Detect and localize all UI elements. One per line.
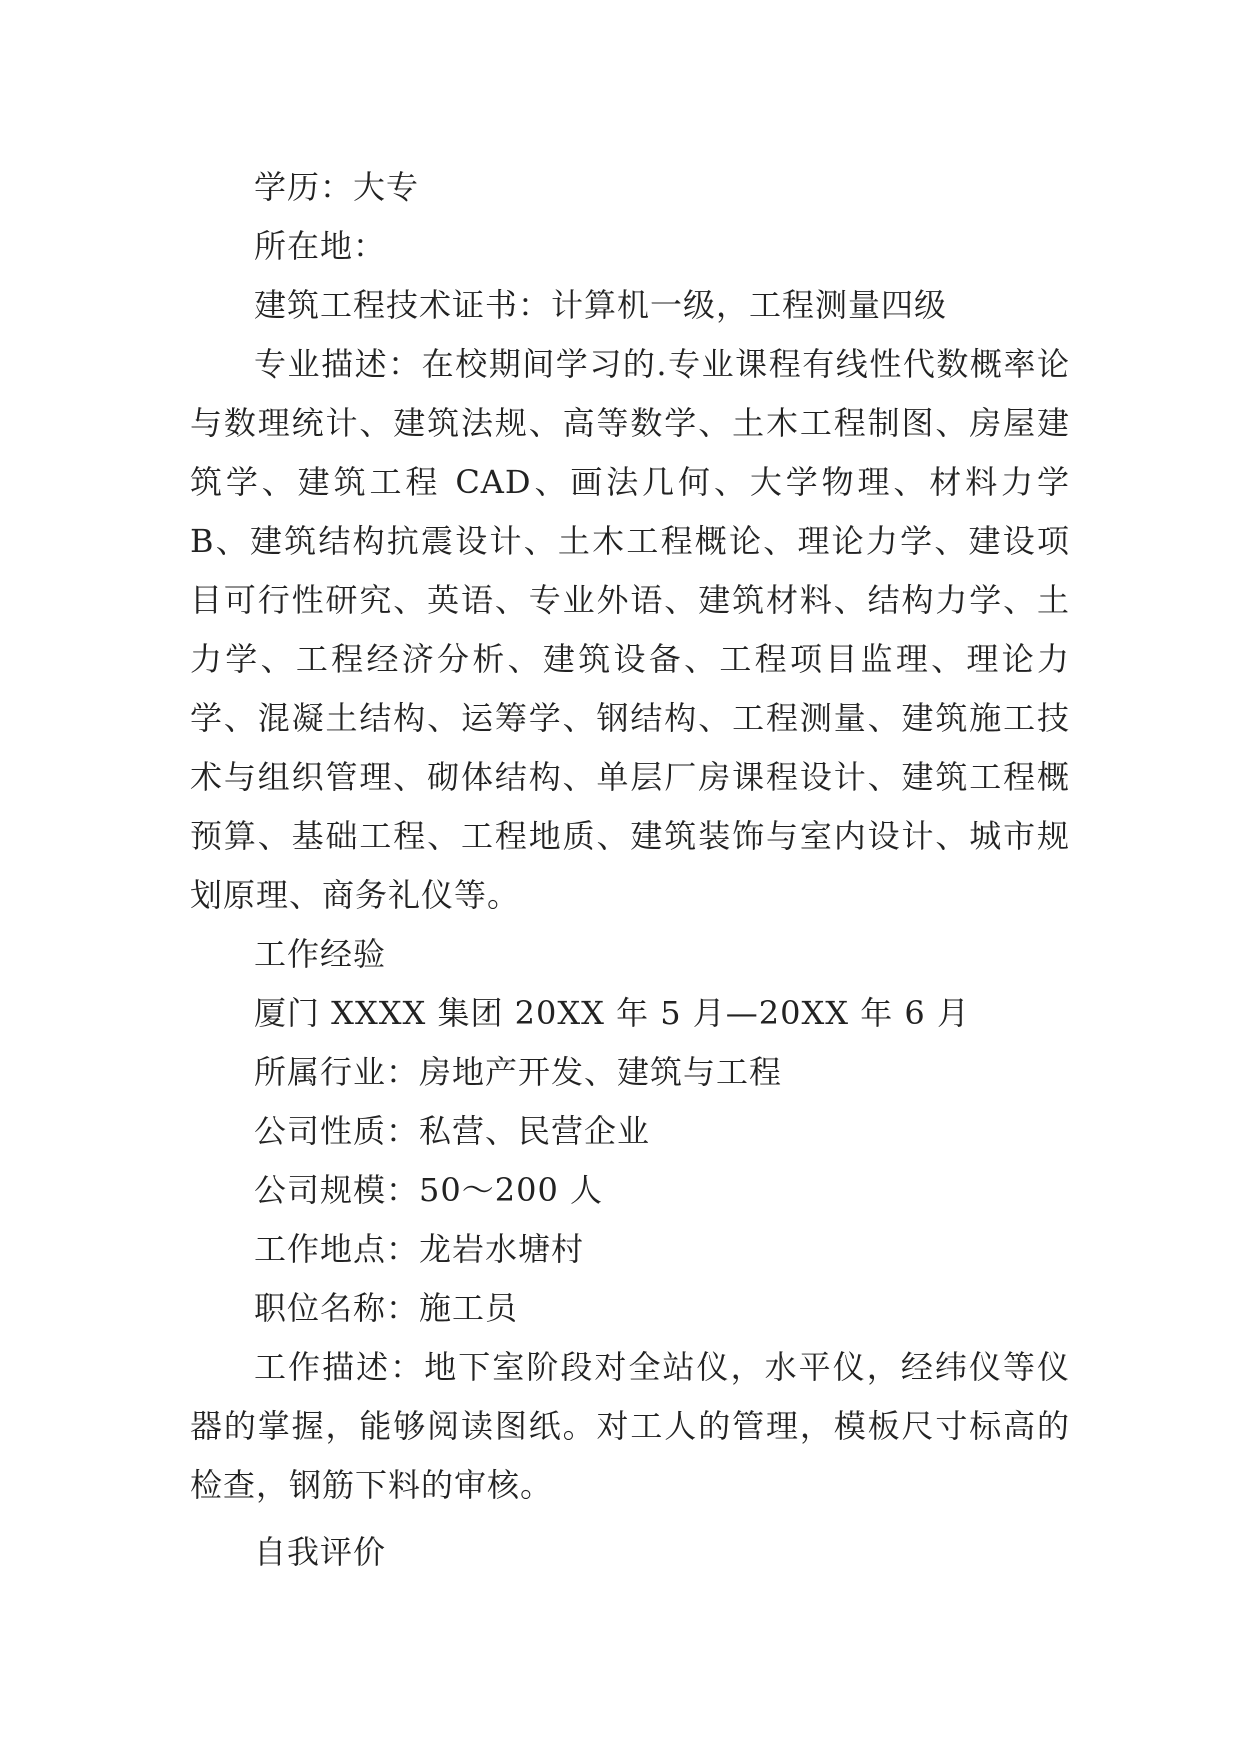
company-line: 厦门 XXXX 集团 20XX 年 5 月—20XX 年 6 月 [254, 994, 970, 1032]
industry-line: 所属行业：房地产开发、建筑与工程 [254, 1053, 783, 1091]
document-body [190, 158, 1070, 1582]
education-line: 学历：大专 [254, 168, 420, 206]
company-nature-line: 公司性质：私营、民营企业 [254, 1112, 651, 1150]
major-description-paragraph: 专业描述：在校期间学习的.专业课程有线性代数概率论与数理统计、建筑法规、高等数学、土木工程制图、房屋建筑学、建筑工程 CAD、画法几何、大学物理、材料力学 B、建筑结构抗震设计、土木工程概论、理论力学、建设项目可行性研究、英语、专业外语、建筑材料、结构力学、土力学、工程经济分析、建筑设备、工程项目监理、理论力学、混凝土结构、运筹学、钢结构、工程测量、建筑施工技术与组织管理、砌体结构、单层厂房课程设计、建筑工程概预算、基础工程、工程地质、建筑装饰与室内设计、城市规划原理、商务礼仪等。 [190, 345, 1070, 914]
self-evaluation-heading: 自我评价 [254, 1533, 387, 1571]
certificates-line: 建筑工程技术证书：计算机一级，工程测量四级 [254, 286, 948, 324]
company-size-line: 公司规模：50～200 人 [254, 1171, 603, 1209]
work-experience-heading: 工作经验 [254, 935, 387, 973]
position-line: 职位名称：施工员 [254, 1289, 519, 1327]
job-description-paragraph: 工作描述：地下室阶段对全站仪，水平仪，经纬仪等仪器的掌握，能够阅读图纸。对工人的管理，模板尺寸标高的检查，钢筋下料的审核。 [190, 1348, 1070, 1504]
work-location-line: 工作地点：龙岩水塘村 [254, 1230, 585, 1268]
location-line: 所在地： [254, 227, 387, 265]
